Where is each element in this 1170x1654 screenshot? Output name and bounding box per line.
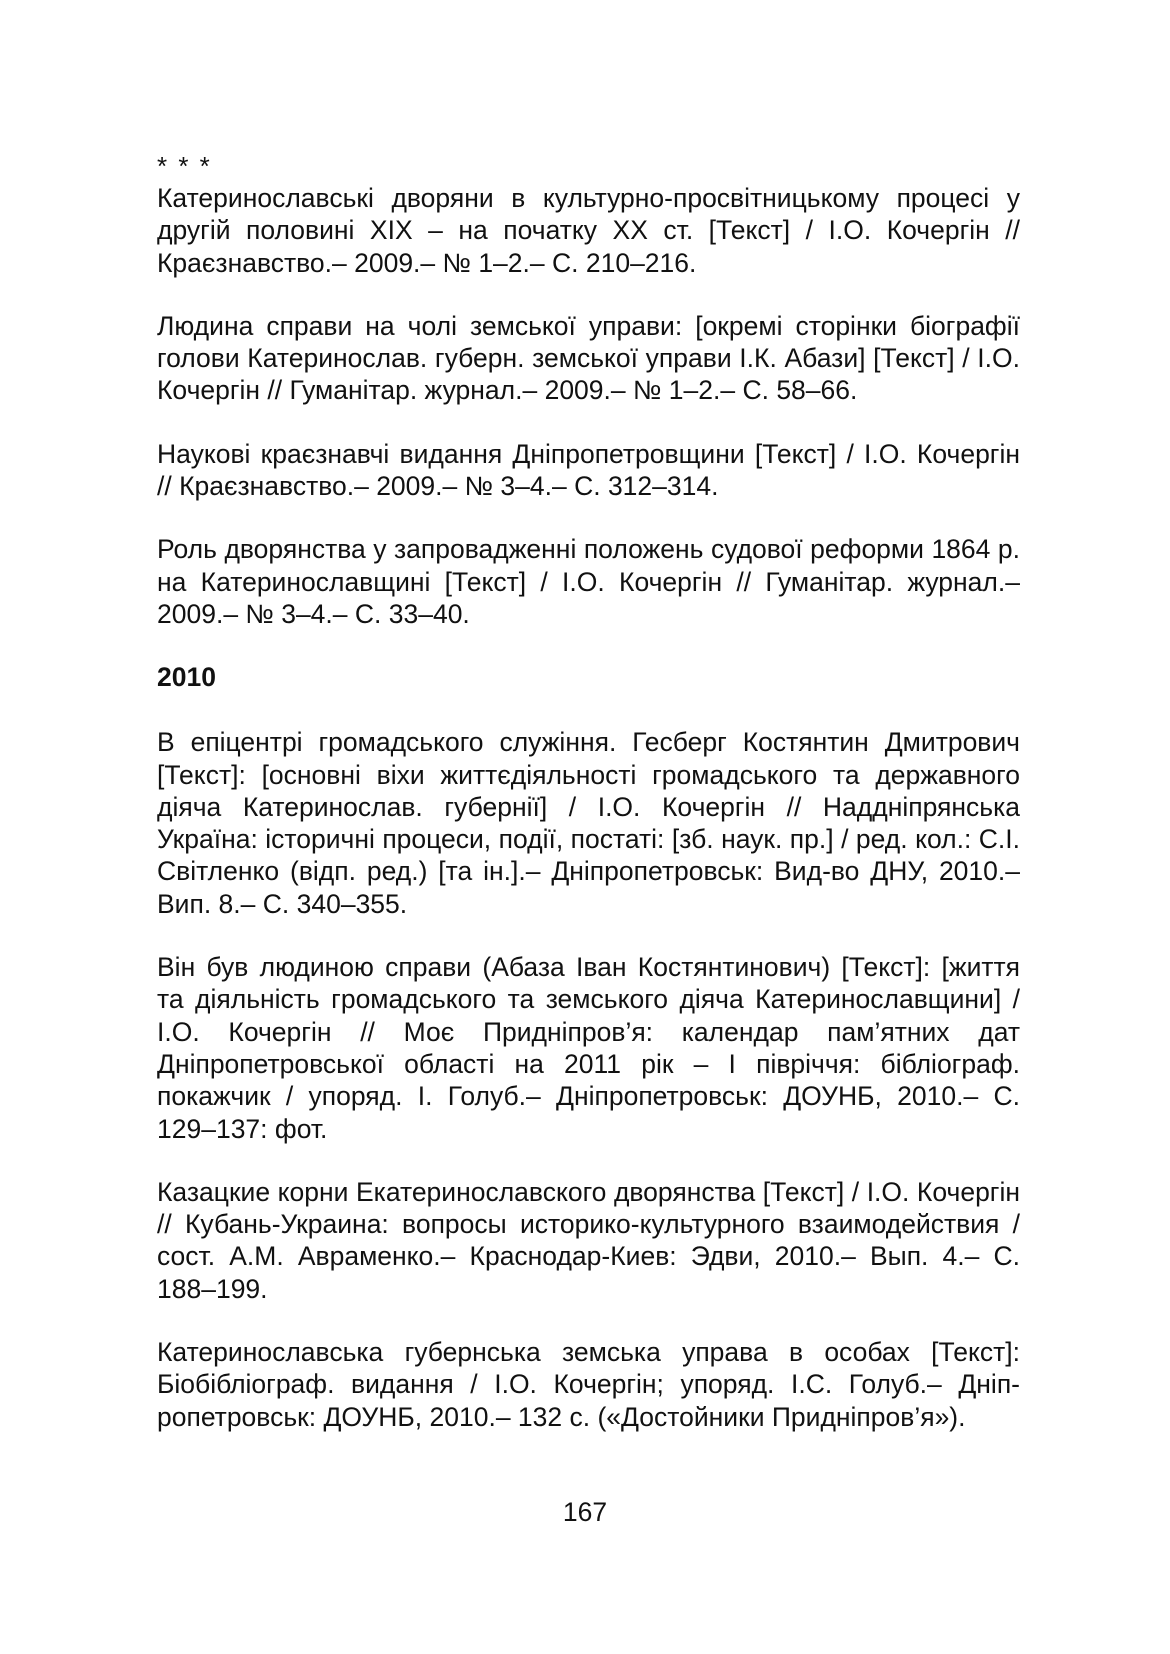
bibliography-entry: Наукові краєзнавчі видання Дніпропетровщини [Текст] / І.О. Кочергін // Краєзнавство.– 2009.– № 3–4.– С. 312–314.: [157, 438, 1020, 502]
bibliography-entry: Катеринославська губернська земська управа в особах [Текст]: Біобібліограф. видання / І.О. Кочергін; упоряд. І.С. Голуб.– Дніпропетровськ: ДОУНБ, 2010.– 132 с. («Достойники Придніпров’я»).: [157, 1337, 1020, 1432]
year-heading: 2010: [157, 662, 216, 693]
page-body: [157, 150, 1020, 1464]
section-separator: * * *: [157, 151, 212, 181]
bibliography-entry: Він був людиною справи (Абаза Іван Костянтинович) [Текст]: [життя та діяльність громадського та земського діяча Катеринославщини] / І.О. Кочергін // Моє Придніпров’я: календар пам’ятних дат Дніпропетровської області на 2011 рік – І півріччя: бібліограф. покажчик / упоряд. І. Голуб.– Дніпропетровськ: ДОУНБ, 2010.– С. 129–137: фот.: [157, 952, 1020, 1144]
page-number: 167: [562, 1497, 608, 1527]
bibliography-entry: В епіцентрі громадського служіння. Гесберг Костянтин Дмитрович [Текст]: [основні віхи життєдіяльності громадського та державного діяча Катеринослав. губернії] / І.О. Кочергін // Наддніпрянська Україна: історичні процеси, події, постаті: [зб. наук. пр.] / ред. кол.: С.І. Світленко (відп. ред.) [та ін.].– Дніпропетровськ: Вид-во ДНУ, 2010.– Вип. 8.– С. 340–355.: [157, 727, 1020, 919]
bibliography-entry: Казацкие корни Екатеринославского дворянства [Текст] / І.О. Кочергін // Кубань-Украина: вопросы историко-культурного взаимодействия / сост. А.М. Авраменко.– Краснодар-Киев: Эдви, 2010.– Вып. 4.– С. 188–199.: [157, 1176, 1020, 1304]
bibliography-entry: Катеринославські дворяни в культурно-просвітницькому процесі у другій половині XIX – на початку XX ст. [Текст] / І.О. Кочергін // Краєзнавство.– 2009.– № 1–2.– С. 210–216.: [157, 183, 1020, 278]
bibliography-entry: Людина справи на чолі земської управи: [окремі сторінки біографії голови Катеринослав. губерн. земської управи І.К. Абази] [Текст] / І.О. Кочергін // Гуманітар. журнал.– 2009.– № 1–2.– С. 58–66.: [157, 310, 1020, 406]
bibliography-entry: Роль дворянства у запровадженні положень судової реформи 1864 р. на Катеринославщині [Текст] / І.О. Кочергін // Гуманітар. журнал.– 2009.– № 3–4.– С. 33–40.: [157, 534, 1020, 629]
